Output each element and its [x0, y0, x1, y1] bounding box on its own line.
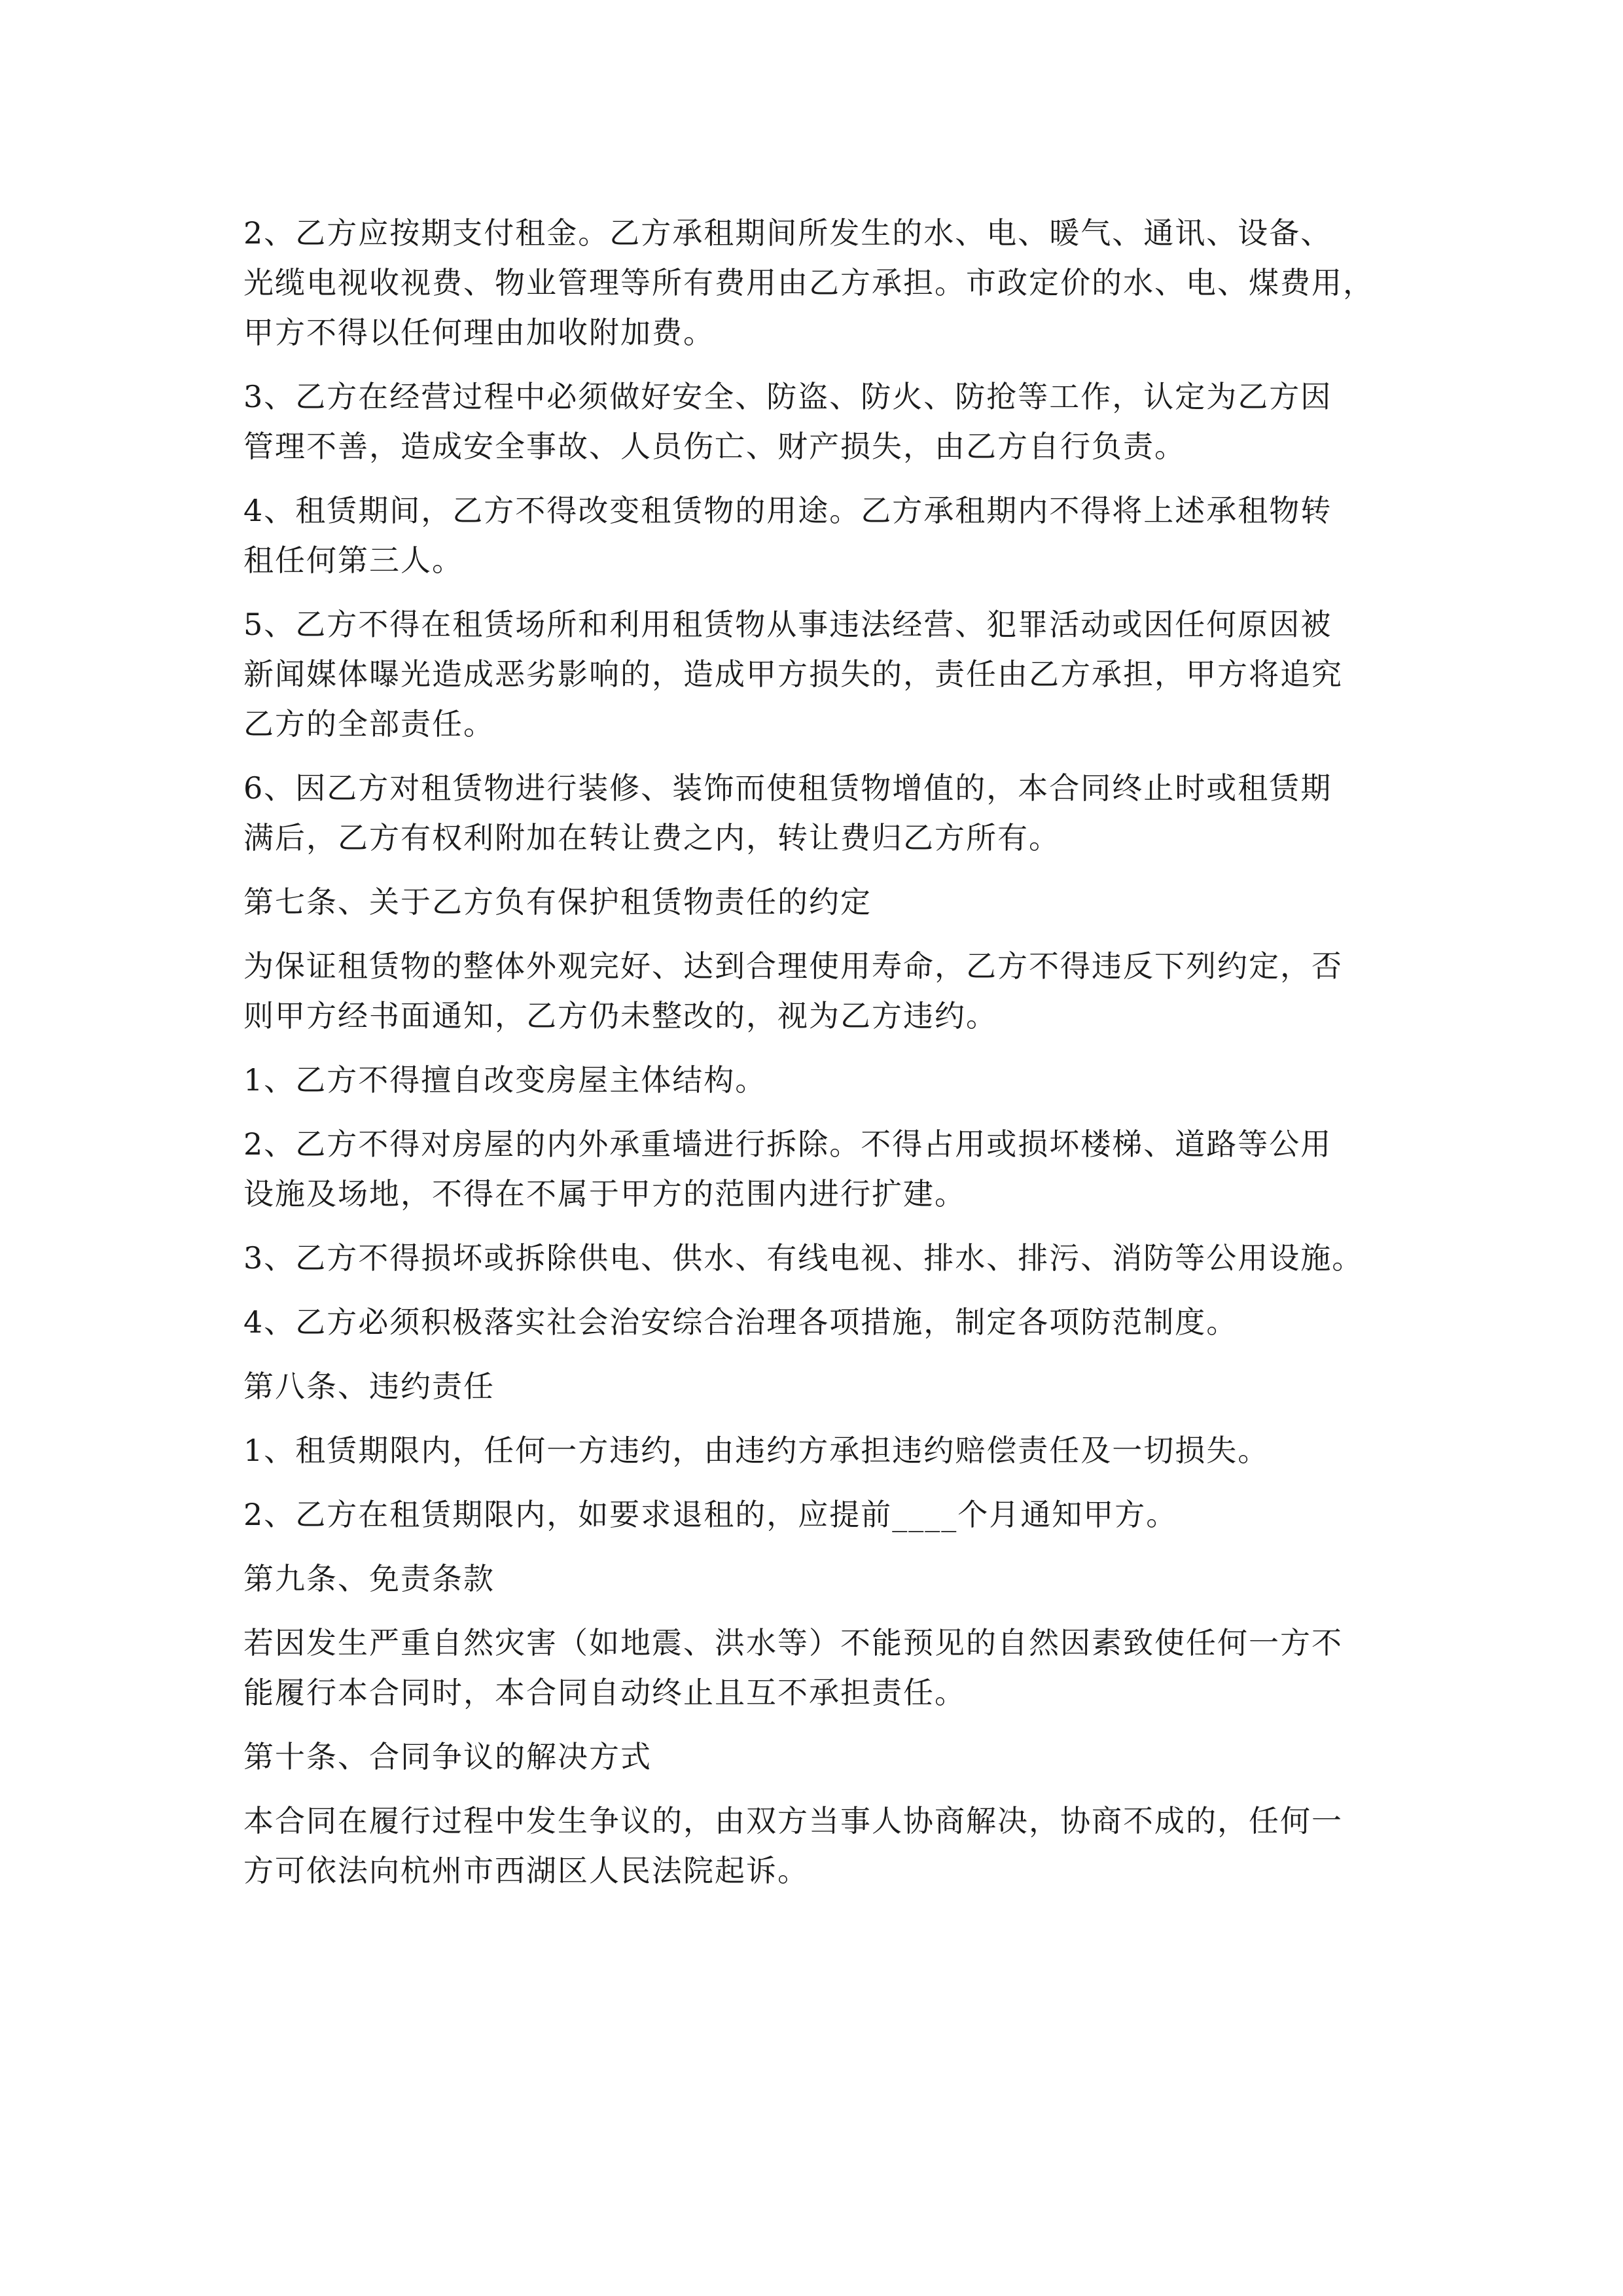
text-line: 为保证租赁物的整体外观完好、达到合理使用寿命，乙方不得违反下列约定，否	[243, 948, 1343, 984]
section-heading: 第七条、关于乙方负有保护租赁物责任的约定	[243, 884, 872, 920]
paragraph-gap	[243, 585, 1395, 600]
text-line: 能履行本合同时，本合同自动终止且互不承担责任。	[243, 1675, 966, 1710]
paragraph-gap	[243, 1782, 1395, 1796]
paragraph-gap	[243, 1717, 1395, 1732]
paragraph-gap	[243, 1539, 1395, 1554]
text-line: 满后，乙方有权利附加在转让费之内，转让费归乙方所有。	[243, 820, 1060, 855]
text-line: 6、因乙方对租赁物进行装修、装饰而使租赁物增值的，本合同终止时或租赁期	[243, 770, 1332, 806]
paragraph-gap	[243, 357, 1395, 372]
paragraph-gap	[243, 749, 1395, 763]
text-line: 2、乙方应按期支付租金。乙方承租期间所发生的水、电、暖气、通讯、设备、	[243, 215, 1332, 251]
text-line: 4、乙方必须积极落实社会治安综合治理各项措施，制定各项防范制度。	[243, 1304, 1238, 1340]
text-line: 设施及场地，不得在不属于甲方的范围内进行扩建。	[243, 1176, 966, 1211]
text-line: 3、乙方在经营过程中必须做好安全、防盗、防火、防抢等工作，认定为乙方因	[243, 379, 1332, 414]
section-heading: 第九条、免责条款	[243, 1561, 495, 1596]
text-line: 3、乙方不得损坏或拆除供电、供水、有线电视、排水、排污、消防等公用设施。	[243, 1240, 1364, 1276]
text-line: 租任何第三人。	[243, 543, 463, 578]
paragraph-gap	[243, 1219, 1395, 1233]
document-body	[243, 208, 1395, 1895]
text-line: 新闻媒体曝光造成恶劣影响的，造成甲方损失的，责任由乙方承担，甲方将追究	[243, 656, 1343, 692]
text-line: 甲方不得以任何理由加收附加费。	[243, 315, 715, 350]
paragraph-gap	[243, 1411, 1395, 1426]
section-heading: 第八条、违约责任	[243, 1369, 495, 1404]
text-line: 1、乙方不得擅自改变房屋主体结构。	[243, 1062, 767, 1098]
text-line: 方可依法向杭州市西湖区人民法院起诉。	[243, 1853, 809, 1888]
paragraph-gap	[243, 1475, 1395, 1490]
text-line: 则甲方经书面通知，乙方仍未整改的，视为乙方违约。	[243, 998, 997, 1033]
paragraph-gap	[243, 1604, 1395, 1618]
paragraph-gap	[243, 863, 1395, 877]
text-line: 2、乙方在租赁期限内，如要求退租的，应提前____个月通知甲方。	[243, 1497, 1178, 1532]
paragraph-gap	[243, 471, 1395, 486]
paragraph-gap	[243, 1283, 1395, 1297]
text-line: 乙方的全部责任。	[243, 706, 495, 742]
text-line: 若因发生严重自然灾害（如地震、洪水等）不能预见的自然因素致使任何一方不	[243, 1625, 1343, 1660]
paragraph-gap	[243, 1041, 1395, 1055]
text-line: 光缆电视收视费、物业管理等所有费用由乙方承担。市政定价的水、电、煤费用，	[243, 265, 1374, 300]
text-line: 管理不善，造成安全事故、人员伤亡、财产损失，由乙方自行负责。	[243, 429, 1186, 464]
text-line: 4、租赁期间，乙方不得改变租赁物的用途。乙方承租期内不得将上述承租物转	[243, 493, 1332, 528]
paragraph-gap	[243, 1347, 1395, 1361]
text-line: 1、租赁期限内，任何一方违约，由违约方承担违约赔偿责任及一切损失。	[243, 1433, 1270, 1468]
text-line: 本合同在履行过程中发生争议的，由双方当事人协商解决，协商不成的，任何一	[243, 1803, 1343, 1839]
text-line: 2、乙方不得对房屋的内外承重墙进行拆除。不得占用或损坏楼梯、道路等公用	[243, 1126, 1332, 1162]
paragraph-gap	[243, 927, 1395, 941]
section-heading: 第十条、合同争议的解决方式	[243, 1739, 652, 1774]
paragraph-gap	[243, 1105, 1395, 1119]
text-line: 5、乙方不得在租赁场所和利用租赁物从事违法经营、犯罪活动或因任何原因被	[243, 607, 1332, 642]
